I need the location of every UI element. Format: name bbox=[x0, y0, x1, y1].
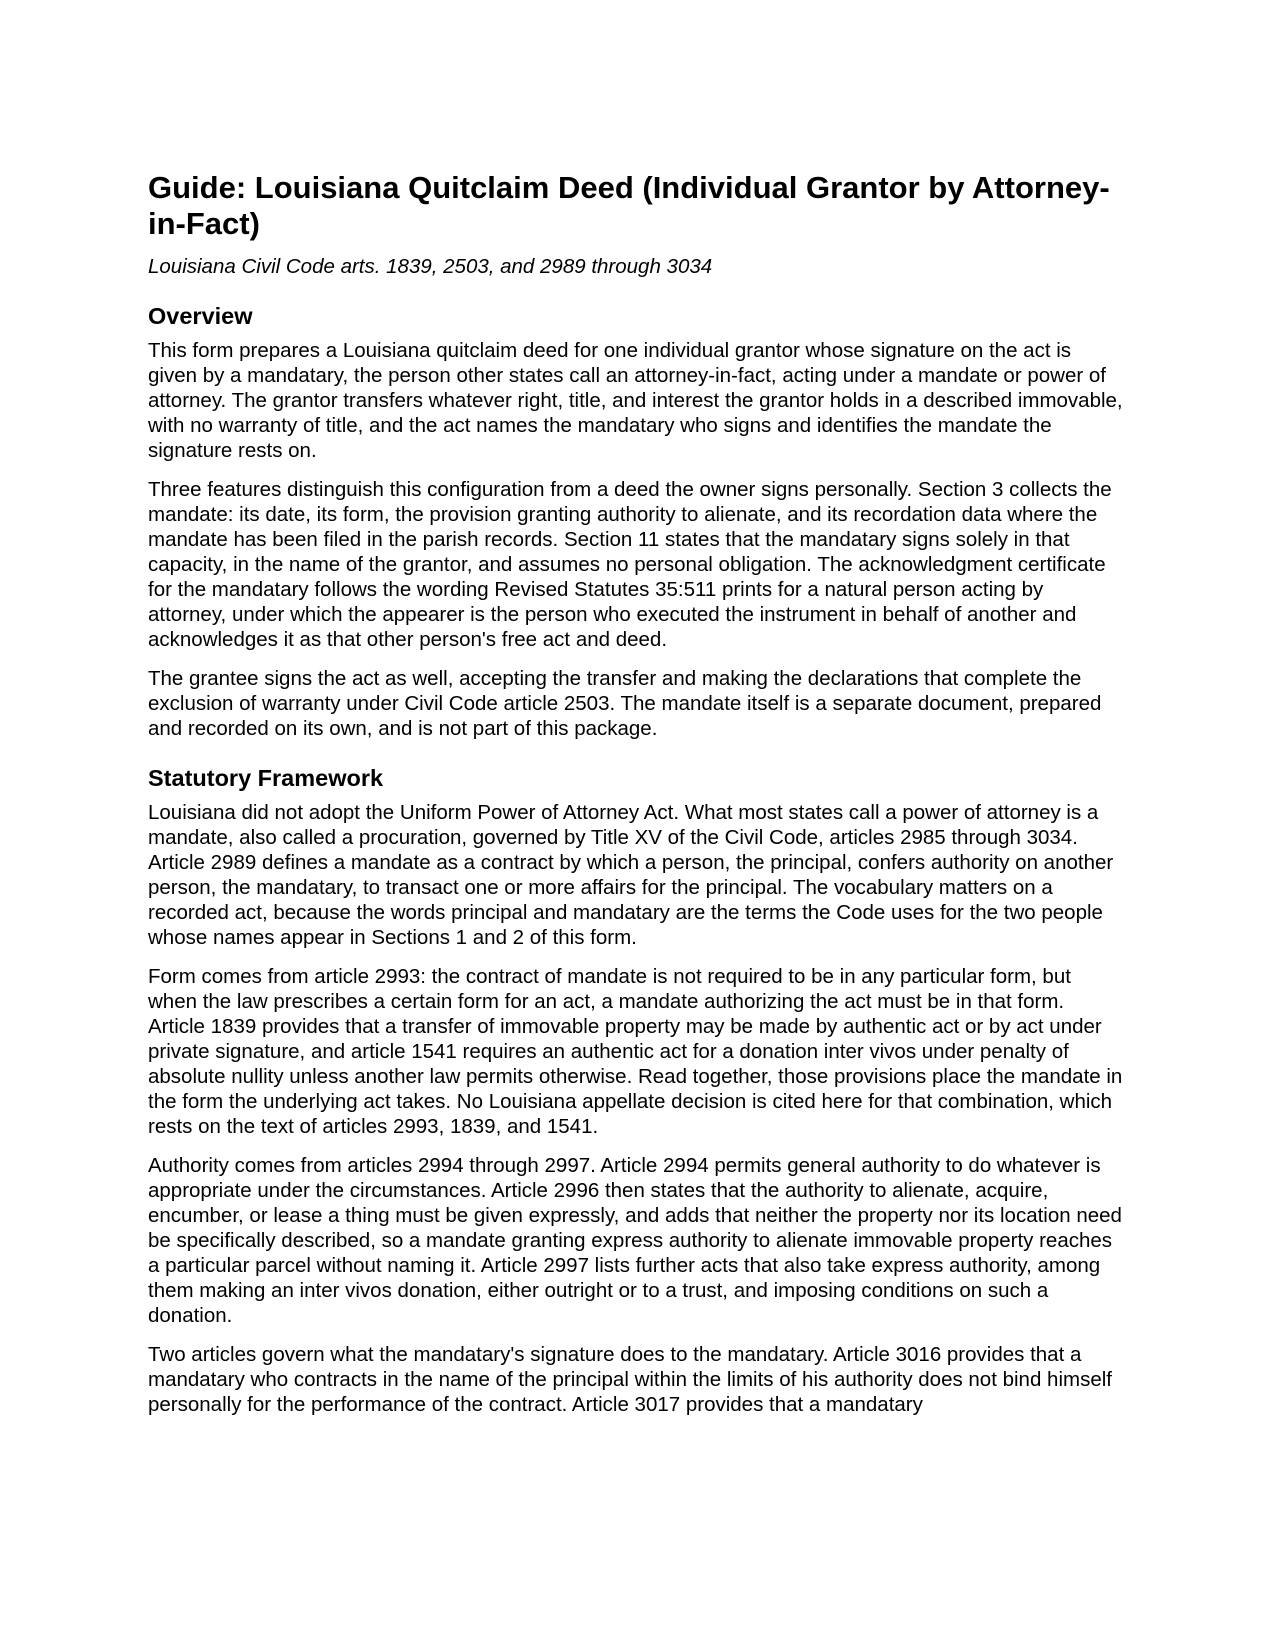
document-title: Guide: Louisiana Quitclaim Deed (Individual Grantor by Attorney-in-Fact) bbox=[148, 170, 1110, 241]
framework-paragraph-3: Authority comes from articles 2994 through 2997. Article 2994 permits general authority to do whatever is appropriate under the circumstances. Article 2996 then states that the authority to alienate, acquire, encumber, or lease a thing must be given expressly, and adds that neither the property nor its location need be specifically described, so a mandate granting express authority to alienate immovable property reaches a particular parcel without naming it. Article 2997 lists further acts that also take express authority, among them making an inter vivos donation, either outright or to a trust, and imposing conditions on such a donation. bbox=[148, 1154, 1122, 1327]
overview-paragraph-1: This form prepares a Louisiana quitclaim deed for one individual grantor whose signature on the act is given by a mandatary, the person other states call an attorney-in-fact, acting under a mandate or power of attorney. The grantor transfers whatever right, title, and interest the grantor holds in a described immovable, with no warranty of title, and the act names the mandatary who signs and identifies the mandate the signature rests on. bbox=[148, 339, 1123, 462]
section-heading-overview: Overview bbox=[148, 303, 253, 329]
framework-paragraph-4: Two articles govern what the mandatary's signature does to the mandatary. Article 3016 provides that a mandatary who contracts in the name of the principal within the limits of his authority does not bind himself personally for the performance of the contract. Article 3017 provides that a mandatary bbox=[148, 1343, 1112, 1416]
framework-paragraph-1: Louisiana did not adopt the Uniform Power of Attorney Act. What most states call a power of attorney is a mandate, also called a procuration, governed by Title XV of the Civil Code, articles 2985 through 3034. Article 2989 defines a mandate as a contract by which a person, the principal, confers authority on another person, the mandatary, to transact one or more affairs for the principal. The vocabulary matters on a recorded act, because the words principal and mandatary are the terms the Code uses for the two people whose names appear in Sections 1 and 2 of this form. bbox=[148, 801, 1114, 949]
framework-paragraph-2: Form comes from article 2993: the contract of mandate is not required to be in any particular form, but when the law prescribes a certain form for an act, a mandate authorizing the act must be in that form. Article 1839 provides that a transfer of immovable property may be made by authentic act or by act under private signature, and article 1541 requires an authentic act for a donation inter vivos under penalty of absolute nullity unless another law permits otherwise. Read together, those provisions place the mandate in the form the underlying act takes. No Louisiana appellate decision is cited here for that combination, which rests on the text of articles 2993, 1839, and 1541. bbox=[148, 965, 1123, 1138]
document-subtitle: Louisiana Civil Code arts. 1839, 2503, and 2989 through 3034 bbox=[148, 255, 713, 278]
section-heading-statutory-framework: Statutory Framework bbox=[148, 765, 384, 791]
document-page bbox=[148, 170, 1123, 1417]
overview-paragraph-2: Three features distinguish this configuration from a deed the owner signs personally. Section 3 collects the mandate: its date, its form, the provision granting authority to alienate, and its recordation data where the mandate has been filed in the parish records. Section 11 states that the mandatary signs solely in that capacity, in the name of the grantor, and assumes no personal obligation. The acknowledgment certificate for the mandatary follows the wording Revised Statutes 35:511 prints for a natural person acting by attorney, under which the appearer is the person who executed the instrument in behalf of another and acknowledges it as that other person's free act and deed. bbox=[148, 478, 1112, 651]
overview-paragraph-3: The grantee signs the act as well, accepting the transfer and making the declarations that complete the exclusion of warranty under Civil Code article 2503. The mandate itself is a separate document, prepared and recorded on its own, and is not part of this package. bbox=[148, 667, 1102, 740]
